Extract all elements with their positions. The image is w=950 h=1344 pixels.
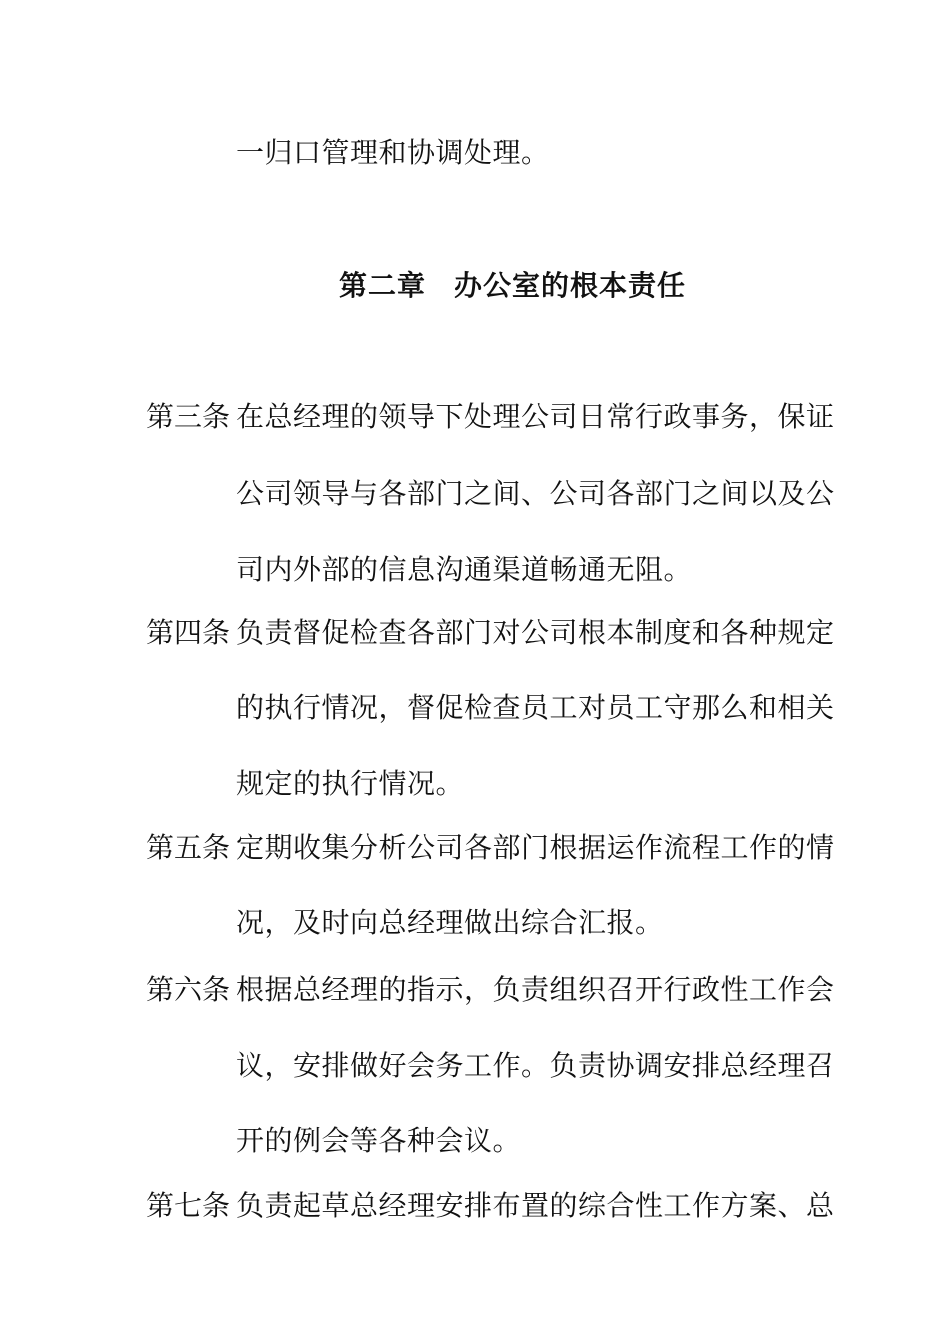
article-line: 在总经理的领导下处理公司日常行政事务，保证 <box>236 400 835 433</box>
article-line: 司内外部的信息沟通渠道畅通无阻。 <box>236 553 693 586</box>
article-line: 定期收集分析公司各部门根据运作流程工作的情 <box>236 831 835 864</box>
article-label: 第四条 <box>146 616 231 649</box>
article-label: 第三条 <box>146 400 231 433</box>
article-line: 议，安排做好会务工作。负责协调安排总经理召 <box>236 1049 835 1082</box>
intro-line: 一归口管理和协调处理。 <box>236 136 550 169</box>
article-line: 负责督促检查各部门对公司根本制度和各种规定 <box>236 616 835 649</box>
article-line: 公司领导与各部门之间、公司各部门之间以及公 <box>236 477 835 510</box>
article-line: 况，及时向总经理做出综合汇报。 <box>236 906 664 939</box>
article-label: 第五条 <box>146 831 231 864</box>
article-line: 根据总经理的指示，负责组织召开行政性工作会 <box>236 973 835 1006</box>
chapter-heading <box>0 268 950 304</box>
article-label: 第七条 <box>146 1189 231 1222</box>
chapter-title: 办公室的根本责任 <box>454 269 687 302</box>
article-line: 开的例会等各种会议。 <box>236 1124 522 1157</box>
article-line: 的执行情况，督促检查员工对员工守那么和相关 <box>236 691 835 724</box>
article-line: 规定的执行情况。 <box>236 767 465 800</box>
article-label: 第六条 <box>146 973 231 1006</box>
article-line: 负责起草总经理安排布置的综合性工作方案、总 <box>236 1189 835 1222</box>
chapter-number: 第二章 <box>338 269 426 302</box>
